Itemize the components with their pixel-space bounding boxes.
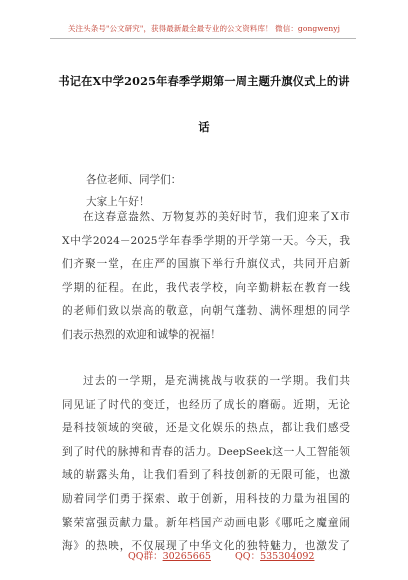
qq-group-label: QQ群：: [128, 551, 163, 562]
qq-contact: [235, 548, 314, 562]
paragraph-line: 域的崭露头角，让我们看到了科技创新的无限可能，也激: [62, 469, 350, 482]
page-header: [0, 0, 408, 64]
page-footer: [0, 548, 408, 568]
header-note: 关注头条号"公文研究"，获得最新最全最专业的公文资料库！ 微信：gongwenyj: [67, 24, 341, 33]
greeting: 大家上午好！: [86, 196, 150, 208]
document-title-line-1: 书记在X中学2025年春季学期第一周主题升旗仪式上的讲: [58, 74, 350, 88]
paragraph-line: 在这春意盎然、万物复苏的美好时节，我们迎来了X市: [83, 211, 350, 223]
paragraph-line: 到了时代的脉搏和青春的活力。DeepSeek这一人工智能领: [62, 445, 350, 458]
paragraph-line: 繁荣富强贡献力量。新年档国产动画电影《哪吒之魔童闹: [62, 516, 350, 529]
paragraph-line: 的老师们致以崇高的敬意，向朝气蓬勃、满怀理想的同学: [62, 305, 350, 318]
qq-label: QQ：: [235, 551, 261, 562]
qq-group: [128, 548, 211, 562]
salutation: 各位老师、同学们：: [86, 174, 182, 186]
qq-group-number: 30265665: [162, 551, 211, 562]
qq-number: 535304092: [260, 551, 315, 562]
paragraph-line: 励着同学们勇于探索、敢于创新，用科技的力量为祖国的: [62, 492, 350, 505]
paragraph-2: [62, 370, 350, 559]
paragraph-line: 学期的征程。在此，我代表学校，向辛勤耕耘在教育一线: [62, 281, 350, 294]
paragraph-1: [62, 206, 350, 348]
paragraph-line: 过去的一学期，是充满挑战与收获的一学期。我们共: [83, 375, 350, 387]
paragraph-line: 们齐聚一堂，在庄严的国旗下举行升旗仪式，共同开启新: [62, 258, 350, 271]
paragraph-line: 同见证了时代的变迁，也经历了成长的磨砺。近期，无论: [62, 398, 350, 411]
paragraph-line: 们表示热烈的欢迎和诚挚的祝福！: [62, 328, 221, 341]
paragraph-line: 是科技领域的突破，还是文化娱乐的热点，都让我们感受: [62, 422, 350, 435]
document-title-line-2: 话: [198, 120, 210, 134]
paragraph-line: X中学2024－2025学年春季学期的开学第一天。今天，我: [62, 234, 350, 247]
header-divider: [50, 38, 356, 39]
paragraph-line: 海》的热映，不仅展现了中华文化的独特魅力，也激发了: [62, 540, 350, 553]
